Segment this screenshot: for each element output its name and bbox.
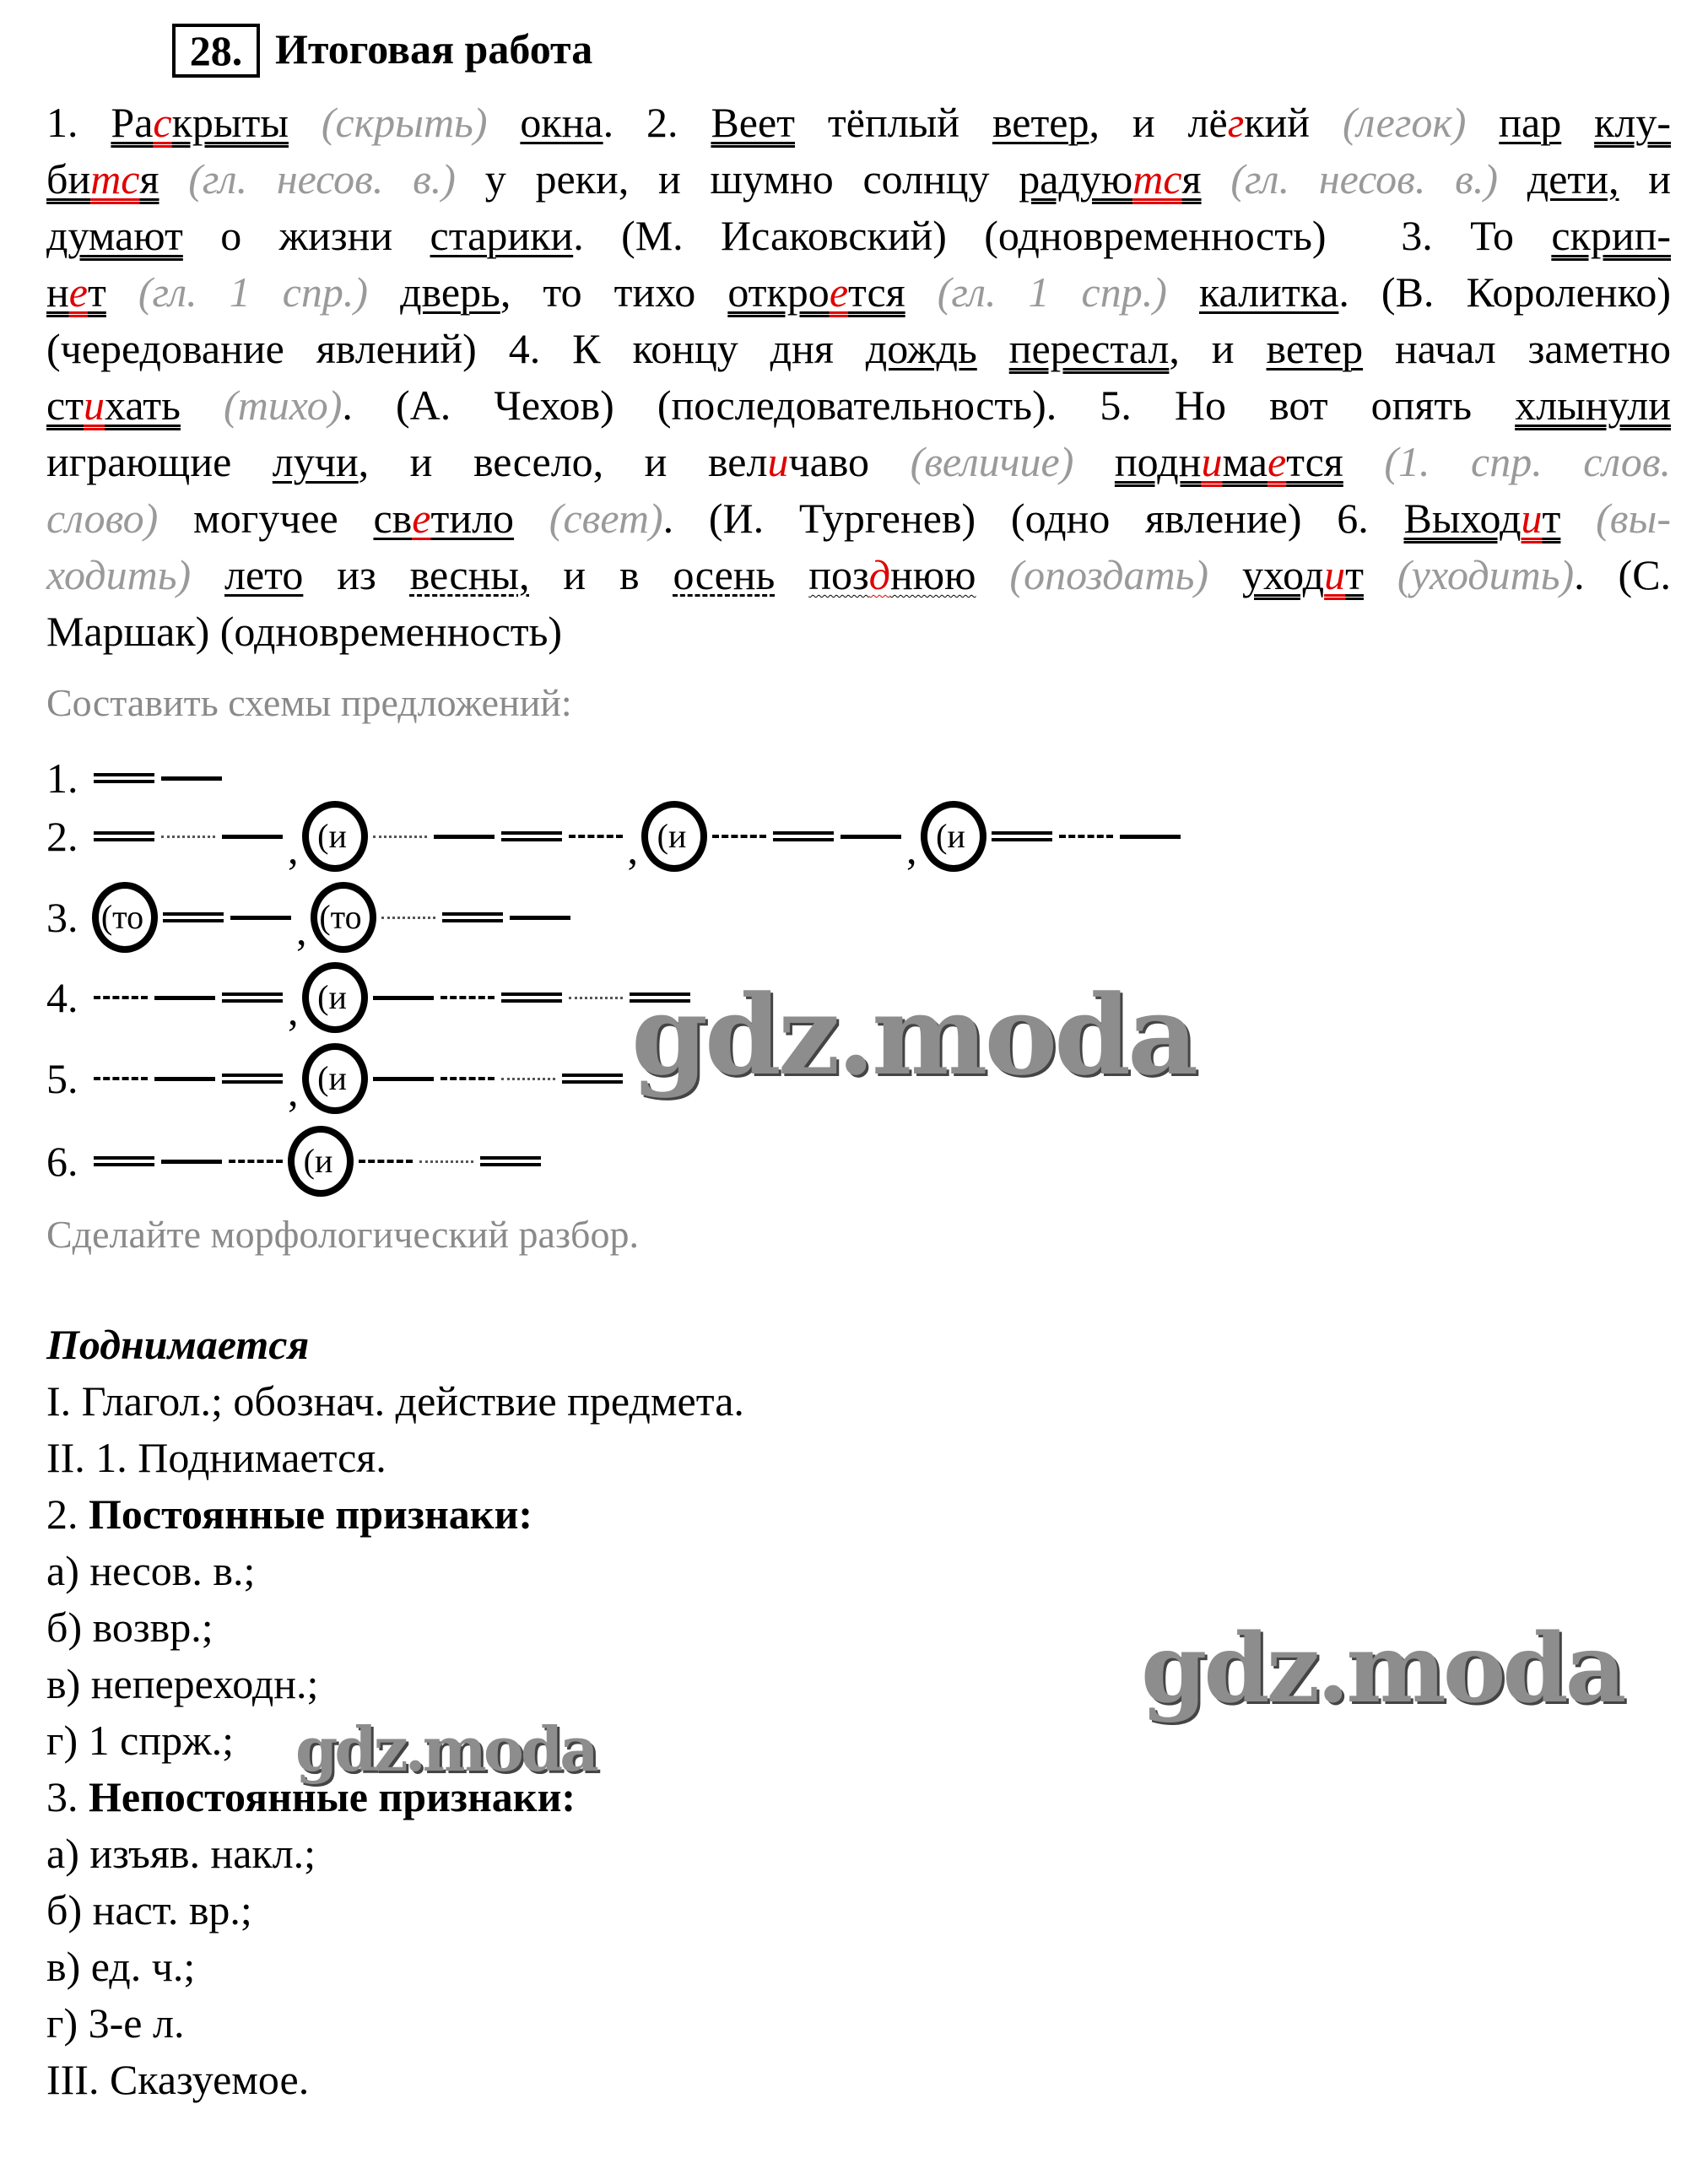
paragraph-line bbox=[46, 603, 1671, 660]
text-segment: старики bbox=[430, 212, 574, 259]
subject-line bbox=[222, 835, 283, 839]
adverbial-line bbox=[94, 996, 148, 999]
attribute-line bbox=[381, 917, 435, 919]
adverbial-line bbox=[94, 1077, 148, 1080]
conjunction-circle bbox=[288, 1126, 354, 1197]
predicate-line bbox=[773, 831, 834, 841]
grammar-note: (опоздать) bbox=[1009, 551, 1209, 598]
text-segment bbox=[1498, 155, 1527, 203]
text-segment: хлынули bbox=[1515, 381, 1672, 429]
text-segment: весны, bbox=[409, 551, 530, 598]
subject-line bbox=[161, 1160, 222, 1164]
section-heading: Непостоянные признаки: bbox=[89, 1773, 576, 1820]
text-segment bbox=[191, 551, 224, 598]
analysis-line: в) ед. ч.; bbox=[46, 1943, 196, 1990]
predicate-line bbox=[222, 992, 283, 1003]
text-segment: чаво bbox=[788, 438, 911, 485]
text-segment: тся bbox=[848, 268, 905, 316]
text-segment: клу- bbox=[1594, 99, 1672, 146]
predicate-line bbox=[94, 1156, 154, 1166]
paragraph-line bbox=[46, 377, 1671, 434]
comma: , bbox=[296, 906, 307, 954]
comma: , bbox=[288, 987, 299, 1034]
scheme-number: 1. bbox=[46, 754, 78, 802]
scheme-number: 4. bbox=[46, 974, 78, 1021]
predicate-line bbox=[501, 992, 562, 1003]
text-segment: св bbox=[373, 495, 413, 542]
watermark: gdz.moda bbox=[295, 1713, 596, 1785]
text-segment: ветер bbox=[1266, 325, 1364, 372]
watermark: gdz.moda bbox=[1141, 1614, 1624, 1724]
grammar-note: (1. спр. слов. bbox=[1384, 438, 1672, 485]
text-segment: тся bbox=[1286, 438, 1343, 485]
conjunction-label: (то bbox=[319, 898, 362, 936]
highlighted-letter: и bbox=[1201, 438, 1223, 485]
analysis-line bbox=[46, 1486, 744, 1543]
text-segment bbox=[977, 325, 1009, 372]
grammar-note: (величие) bbox=[910, 438, 1074, 485]
item-number: 3. bbox=[46, 1773, 89, 1820]
text-segment: н bbox=[46, 268, 69, 316]
text-segment: дождь bbox=[865, 325, 977, 372]
text-segment: скрип- bbox=[1551, 212, 1671, 259]
adverbial-line bbox=[441, 1077, 495, 1080]
text-segment: ст bbox=[46, 381, 84, 429]
conjunction-label: (и bbox=[317, 978, 347, 1016]
exercise-title: Итоговая работа bbox=[275, 25, 593, 73]
text-segment: , и весело, и вел bbox=[358, 438, 768, 485]
paragraph-line bbox=[46, 208, 1671, 264]
text-segment: окна bbox=[520, 99, 603, 146]
predicate-line bbox=[501, 831, 562, 841]
predicate-line bbox=[992, 831, 1052, 841]
subject-line bbox=[154, 996, 215, 1000]
text-segment: могучее bbox=[158, 495, 374, 542]
subject-line bbox=[373, 1077, 434, 1081]
exercise-number: 28. bbox=[172, 24, 260, 78]
text-segment: . (И. Тургенев) (одно явление) 6. bbox=[662, 495, 1404, 542]
adverbial-line bbox=[712, 835, 766, 838]
exercise-paragraph bbox=[46, 95, 1671, 660]
text-segment bbox=[181, 381, 224, 429]
text-segment: думают bbox=[46, 212, 183, 259]
grammar-note: (гл. несов. в.) bbox=[188, 155, 456, 203]
grammar-note: (скрыть) bbox=[321, 99, 488, 146]
analysed-word: Поднимается bbox=[46, 1321, 310, 1368]
text-segment bbox=[1466, 99, 1499, 146]
text-segment: поз bbox=[808, 551, 869, 598]
adverbial-line bbox=[359, 1160, 413, 1163]
grammar-note: (гл. 1 спр.) bbox=[138, 268, 369, 316]
subject-line bbox=[230, 916, 291, 920]
highlighted-letter: е bbox=[412, 495, 431, 542]
grammar-note: ходить) bbox=[46, 551, 192, 598]
conjunction-label: (и bbox=[303, 1142, 333, 1180]
scheme-row bbox=[46, 964, 694, 1034]
predicate-line bbox=[94, 831, 154, 841]
text-segment bbox=[976, 551, 1010, 598]
grammar-note: (гл. несов. в.) bbox=[1230, 155, 1498, 203]
grammar-note: (уходить) bbox=[1397, 551, 1575, 598]
attribute-line bbox=[419, 1160, 473, 1163]
text-segment: . 2. bbox=[603, 99, 711, 146]
schemes-heading: Составить схемы предложений: bbox=[46, 681, 572, 724]
text-segment bbox=[1202, 155, 1231, 203]
adverbial-line bbox=[1059, 835, 1113, 838]
conjunction-circle bbox=[92, 882, 158, 953]
comma: , bbox=[906, 825, 917, 873]
text-segment: би bbox=[46, 155, 91, 203]
text-segment: из bbox=[303, 551, 410, 598]
conjunction-label: (и bbox=[317, 1059, 347, 1097]
adverbial-line bbox=[441, 996, 495, 999]
conjunction-circle bbox=[641, 801, 707, 872]
highlighted-letter: е bbox=[1267, 438, 1287, 485]
text-segment: уход bbox=[1241, 551, 1325, 598]
attribute-line bbox=[373, 836, 427, 838]
text-segment bbox=[514, 495, 549, 542]
analysis-line: б) наст. вр.; bbox=[46, 1886, 252, 1934]
comma: , bbox=[288, 825, 299, 873]
predicate-line bbox=[163, 912, 224, 922]
scheme-row bbox=[46, 884, 574, 954]
section-heading: Постоянные признаки: bbox=[89, 1490, 533, 1538]
text-segment: , то тихо bbox=[500, 268, 728, 316]
grammar-note: (легок) bbox=[1342, 99, 1467, 146]
scheme-number: 3. bbox=[46, 894, 78, 941]
item-number: 2. bbox=[46, 1490, 89, 1538]
text-segment: 1. bbox=[46, 99, 111, 146]
text-segment: дети, bbox=[1527, 155, 1619, 203]
text-segment: о жизни bbox=[182, 212, 430, 259]
text-segment: я bbox=[139, 155, 159, 203]
text-segment bbox=[368, 268, 400, 316]
highlighted-letter: и bbox=[84, 381, 105, 429]
text-segment bbox=[905, 268, 938, 316]
text-segment: . (В. Короленко) bbox=[1338, 268, 1671, 316]
text-segment: (чередование явлений) 4. К концу дня bbox=[46, 325, 866, 372]
text-segment: нюю bbox=[890, 551, 976, 598]
adverbial-line bbox=[569, 835, 623, 838]
attribute-line bbox=[501, 1078, 555, 1080]
scheme-row bbox=[46, 1045, 626, 1115]
highlighted-letter: е bbox=[68, 268, 88, 316]
paragraph-line bbox=[46, 490, 1671, 547]
analysis-line: II. 1. Поднимается. bbox=[46, 1434, 386, 1481]
text-segment bbox=[775, 551, 808, 598]
comma: , bbox=[627, 825, 638, 873]
morphological-analysis bbox=[46, 1317, 744, 2108]
conjunction-circle bbox=[311, 882, 376, 953]
text-segment bbox=[159, 155, 189, 203]
scheme-number: 2. bbox=[46, 813, 78, 860]
text-segment: осень bbox=[673, 551, 776, 598]
text-segment: откро bbox=[727, 268, 830, 316]
conjunction-circle bbox=[921, 801, 986, 872]
highlighted-letter: д bbox=[868, 551, 891, 598]
text-segment: лето bbox=[224, 551, 304, 598]
text-segment: т bbox=[1542, 495, 1561, 542]
subject-line bbox=[840, 835, 901, 839]
text-segment: крыты bbox=[171, 99, 289, 146]
adverbial-line bbox=[229, 1160, 283, 1163]
text-segment: калитка bbox=[1198, 268, 1339, 316]
text-segment: кий bbox=[1244, 99, 1343, 146]
text-segment: т bbox=[1345, 551, 1364, 598]
text-segment: перестал bbox=[1008, 325, 1170, 372]
analysis-line: г) 3-е л. bbox=[46, 1999, 185, 2047]
text-segment bbox=[1560, 495, 1596, 542]
highlighted-letter: и bbox=[1521, 495, 1543, 542]
text-segment: хать bbox=[105, 381, 181, 429]
scheme-number: 6. bbox=[46, 1138, 78, 1185]
text-segment: т bbox=[87, 268, 106, 316]
highlighted-letter: е bbox=[829, 268, 849, 316]
text-segment: ветер bbox=[992, 99, 1089, 146]
conjunction-circle bbox=[302, 801, 368, 872]
text-segment bbox=[289, 99, 322, 146]
paragraph-line bbox=[46, 321, 1671, 377]
paragraph-line bbox=[46, 264, 1671, 321]
paragraph-line bbox=[46, 95, 1671, 151]
text-segment bbox=[1167, 268, 1199, 316]
text-segment bbox=[106, 268, 138, 316]
morph-heading: Сделайте морфологический разбор. bbox=[46, 1213, 639, 1256]
text-segment: . (М. Исаковский) (одновременность) 3. То bbox=[573, 212, 1552, 259]
subject-line bbox=[161, 776, 222, 781]
text-segment: я bbox=[1181, 155, 1202, 203]
text-segment: Выход bbox=[1403, 495, 1522, 542]
text-segment: . (А. Чехов) (последовательность). 5. Но вот опять bbox=[342, 381, 1516, 429]
grammar-note: (гл. 1 спр.) bbox=[937, 268, 1167, 316]
predicate-line bbox=[442, 912, 503, 922]
attribute-line bbox=[161, 836, 215, 838]
paragraph-line bbox=[46, 547, 1671, 603]
subject-line bbox=[434, 835, 495, 839]
paragraph-line bbox=[46, 434, 1671, 490]
conjunction-circle bbox=[302, 962, 368, 1033]
text-segment: тёплый bbox=[795, 99, 992, 146]
text-segment: Ра bbox=[111, 99, 154, 146]
subject-line bbox=[154, 1077, 215, 1081]
text-segment: . (С. bbox=[1574, 551, 1672, 598]
highlighted-letter: и bbox=[1324, 551, 1346, 598]
analysis-line: г) 1 спрж.; bbox=[46, 1717, 235, 1764]
grammar-note: (свет) bbox=[549, 495, 663, 542]
text-segment bbox=[1343, 438, 1385, 485]
conjunction-label: (и bbox=[657, 817, 687, 855]
highlighted-letter: г bbox=[1227, 99, 1245, 146]
text-segment bbox=[1073, 438, 1115, 485]
text-segment: начал заметно bbox=[1363, 325, 1672, 372]
highlighted-letter: тс bbox=[1132, 155, 1182, 203]
predicate-line bbox=[94, 773, 154, 783]
text-segment: Маршак) (одновременность) bbox=[46, 608, 563, 655]
analysis-line: а) несов. в.; bbox=[46, 1547, 256, 1594]
text-segment bbox=[1364, 551, 1397, 598]
grammar-note: слово) bbox=[46, 495, 159, 542]
predicate-line bbox=[222, 1074, 283, 1084]
text-segment: у реки, и шумно солнцу bbox=[455, 155, 1019, 203]
text-segment bbox=[1561, 99, 1594, 146]
watermark: gdz.moda bbox=[631, 971, 1196, 1100]
analysis-line: в) непереходн.; bbox=[46, 1660, 319, 1707]
grammar-note: (тихо) bbox=[224, 381, 343, 429]
text-segment: и bbox=[1619, 155, 1672, 203]
text-segment: подн bbox=[1114, 438, 1202, 485]
text-segment bbox=[1208, 551, 1242, 598]
highlighted-letter: с bbox=[153, 99, 172, 146]
predicate-line bbox=[562, 1074, 623, 1084]
attribute-line bbox=[569, 997, 623, 999]
subject-line bbox=[373, 996, 434, 1000]
text-segment: радую bbox=[1019, 155, 1133, 203]
text-segment: лучи bbox=[272, 438, 359, 485]
text-segment: и в bbox=[529, 551, 673, 598]
text-segment: ма bbox=[1222, 438, 1267, 485]
text-segment: дверь bbox=[400, 268, 500, 316]
analysis-line: а) изъяв. накл.; bbox=[46, 1830, 316, 1877]
subject-line bbox=[1120, 835, 1181, 839]
analysis-line: I. Глагол.; обознач. действие предмета. bbox=[46, 1377, 744, 1425]
grammar-note: (вы- bbox=[1596, 495, 1672, 542]
text-segment: пар bbox=[1499, 99, 1562, 146]
conjunction-label: (то bbox=[100, 898, 144, 936]
comma: , bbox=[288, 1068, 299, 1115]
conjunction-label: (и bbox=[936, 817, 965, 855]
text-segment: тило bbox=[430, 495, 515, 542]
paragraph-line bbox=[46, 151, 1671, 208]
scheme-row bbox=[46, 803, 1184, 873]
highlighted-letter: и bbox=[767, 438, 789, 485]
text-segment: Веет bbox=[711, 99, 796, 146]
highlighted-letter: тс bbox=[90, 155, 140, 203]
text-segment: , и bbox=[1169, 325, 1267, 372]
analysis-line: б) возвр.; bbox=[46, 1604, 214, 1651]
scheme-row bbox=[46, 1128, 544, 1195]
conjunction-circle bbox=[302, 1043, 368, 1114]
predicate-line bbox=[480, 1156, 541, 1166]
subject-line bbox=[510, 916, 570, 920]
scheme-number: 5. bbox=[46, 1055, 78, 1102]
conjunction-label: (и bbox=[317, 817, 347, 855]
text-segment: играющие bbox=[46, 438, 273, 485]
scheme-row bbox=[46, 744, 225, 812]
text-segment bbox=[487, 99, 520, 146]
analysis-line: III. Сказуемое. bbox=[46, 2056, 310, 2103]
text-segment: , и лё bbox=[1089, 99, 1228, 146]
